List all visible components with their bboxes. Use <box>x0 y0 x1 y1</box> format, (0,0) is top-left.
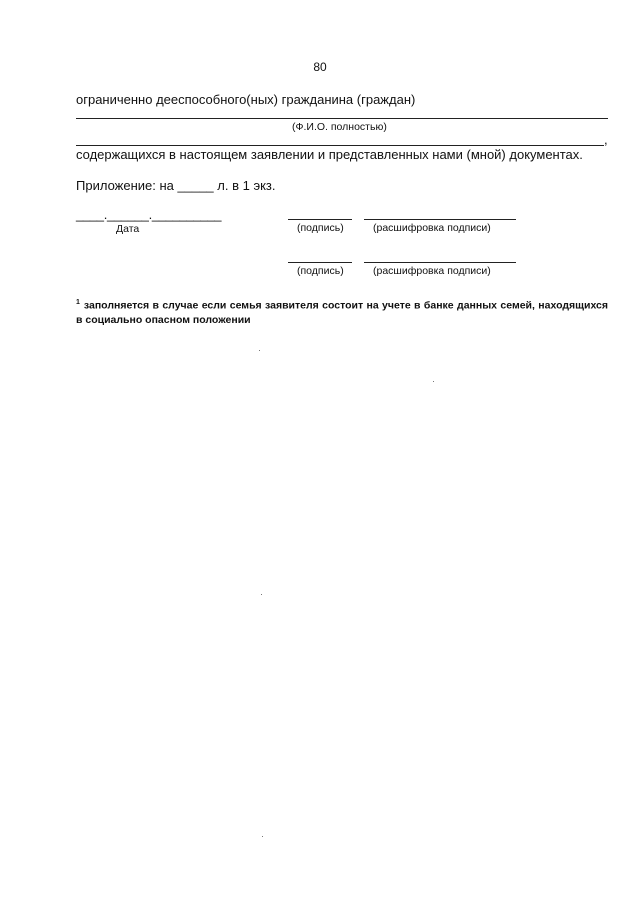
signature-underline <box>288 262 352 263</box>
scan-speck <box>262 836 263 837</box>
date-label: Дата <box>116 223 140 235</box>
decode-underline <box>364 219 516 220</box>
attachment-line <box>76 178 276 193</box>
fio-caption: (Ф.И.О. полностью) <box>292 121 387 133</box>
fio-underline <box>76 118 608 119</box>
attachment-suffix: л. в 1 экз. <box>217 178 276 193</box>
date-blanks: ____.______.__________ <box>76 207 222 222</box>
scan-speck <box>259 350 260 351</box>
continuation-comma: , <box>604 132 608 147</box>
footnote <box>76 296 608 327</box>
footnote-marker: 1 <box>76 299 80 306</box>
attachment-prefix: Приложение: на <box>76 178 174 193</box>
decode-label: (расшифровка подписи) <box>373 265 491 277</box>
decode-underline <box>364 262 516 263</box>
documents-text: содержащихся в настоящем заявлении и представленных нами (мной) документах. <box>76 147 583 162</box>
citizen-text: ограниченно дееспособного(ных) гражданина (граждан) <box>76 92 416 107</box>
signature-underline <box>288 219 352 220</box>
continuation-underline <box>76 145 604 146</box>
decode-label: (расшифровка подписи) <box>373 222 491 234</box>
attachment-pages-blank: _____ <box>177 178 214 193</box>
footnote-text: заполняется в случае если семья заявителя состоит на учете в банке данных семей, находящихся в социально опасном положении <box>76 299 608 326</box>
signature-label: (подпись) <box>297 222 344 234</box>
scan-speck <box>433 381 434 382</box>
signature-label: (подпись) <box>297 265 344 277</box>
scan-speck <box>261 594 262 595</box>
page-number: 80 <box>313 60 327 74</box>
